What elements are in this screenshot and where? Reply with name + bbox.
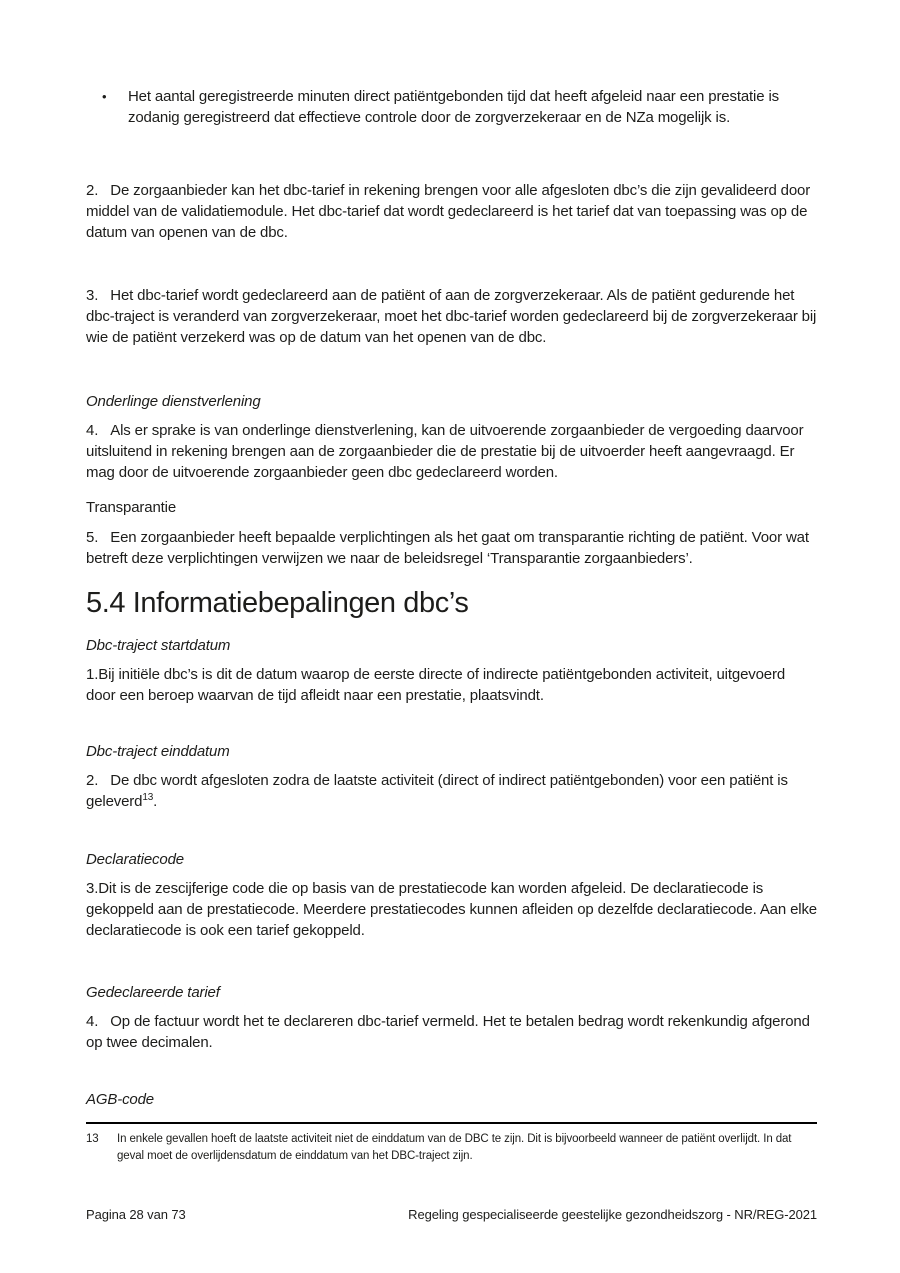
bullet-item-text: Het aantal geregistreerde minuten direct patiëntgebonden tijd dat heeft afgeleid naar een prestatie is zodanig geregistreerd dat effectieve controle door de zorgverzekeraar en de NZa mogelijk is.	[128, 88, 779, 126]
section-heading-5-4: 5.4 Informatiebepalingen dbc’s	[86, 587, 469, 619]
page-footer	[86, 1207, 817, 1223]
paragraph-startdatum: 1.Bij initiële dbc’s is dit de datum waarop de eerste directe of indirecte patiëntgebonden activiteit, uitgevoerd door een beroep waarvan de tijd afleidt naar een prestatie, plaatsvindt.	[86, 666, 786, 704]
paragraph-3: 3. Het dbc-tarief wordt gedeclareerd aan de patiënt of aan de zorgverzekeraar. Als de patiënt gedurende het dbc-traject is veranderd van zorgverzekeraar, moet het dbc-tarief worden gedeclareerd bij de zorgverzekeraar bij wie de patiënt verzekerd was op de datum van het openen van de dbc.	[86, 287, 817, 346]
content-area	[86, 86, 817, 1110]
paragraph-4: 4. Als er sprake is van onderlinge dienstverlening, kan de uitvoerende zorgaanbieder de vergoeding daarvoor uitsluitend in rekening brengen aan de zorgaanbieder die de prestatie bij de uitvoerder heeft aangevraagd. Er mag door de uitvoerende zorgaanbieder geen dbc gedeclareerd worden.	[86, 422, 804, 481]
subheading-transparantie: Transparantie	[86, 499, 177, 516]
footnote-divider	[86, 1122, 817, 1124]
bullet-marker-icon: •	[102, 89, 107, 104]
paragraph-2: 2. De zorgaanbieder kan het dbc-tarief in rekening brengen voor alle afgesloten dbc’s die zijn gevalideerd door middel van de validatiemodule. Het dbc-tarief dat wordt gedeclareerd is het tarief dat van toepassing was op de datum van openen van de dbc.	[86, 182, 811, 241]
paragraph-tarief: 4. Op de factuur wordt het te declareren dbc-tarief vermeld. Het te betalen bedrag wordt rekenkundig afgerond op twee decimalen.	[86, 1013, 810, 1051]
paragraph-einddatum	[86, 770, 817, 812]
subheading-onderlinge-dienstverlening: Onderlinge dienstverlening	[86, 393, 261, 410]
paragraph-5: 5. Een zorgaanbieder heeft bepaalde verplichtingen als het gaat om transparantie richting de patiënt. Voor wat betreft deze verplichtingen verwijzen we naar de beleidsregel ‘Transparantie zorgaanbieders’.	[86, 529, 809, 567]
bullet-item	[86, 86, 817, 128]
subheading-declaratiecode: Declaratiecode	[86, 851, 184, 868]
footer-document-title: Regeling gespecialiseerde geestelijke gezondheidszorg - NR/REG-2021	[408, 1207, 817, 1222]
paragraph-einddatum-text: 2. De dbc wordt afgesloten zodra de laatste activiteit (direct of indirect patiëntgebonden) voor een patiënt is geleverd	[86, 772, 788, 810]
footnote-text: In enkele gevallen hoeft de laatste activiteit niet de einddatum van de DBC te zijn. Dit is bijvoorbeeld wanneer de patiënt overlijdt. In dat geval moet de overlijdensdatum de einddatum van het DBC-traject zijn.	[117, 1133, 792, 1162]
subheading-agb-code: AGB-code	[86, 1091, 154, 1108]
footer-page-number: Pagina 28 van 73	[86, 1207, 186, 1222]
subheading-dbc-traject-einddatum: Dbc-traject einddatum	[86, 743, 230, 760]
subheading-gedeclareerde-tarief: Gedeclareerde tarief	[86, 984, 220, 1001]
footnote-number: 13	[86, 1133, 99, 1145]
subheading-dbc-traject-startdatum: Dbc-traject startdatum	[86, 637, 231, 654]
footnote-reference-13: 13	[142, 792, 154, 803]
paragraph-einddatum-period: .	[153, 793, 158, 810]
footnote-block	[86, 1122, 817, 1165]
footnote-13	[86, 1131, 817, 1165]
paragraph-declaratiecode: 3.Dit is de zescijferige code die op basis van de prestatiecode kan worden afgeleid. De declaratiecode is gekoppeld aan de prestatiecode. Meerdere prestatiecodes kunnen afleiden op dezelfde declaratiecode. Aan elke declaratiecode is ook een tarief gekoppeld.	[86, 880, 817, 939]
